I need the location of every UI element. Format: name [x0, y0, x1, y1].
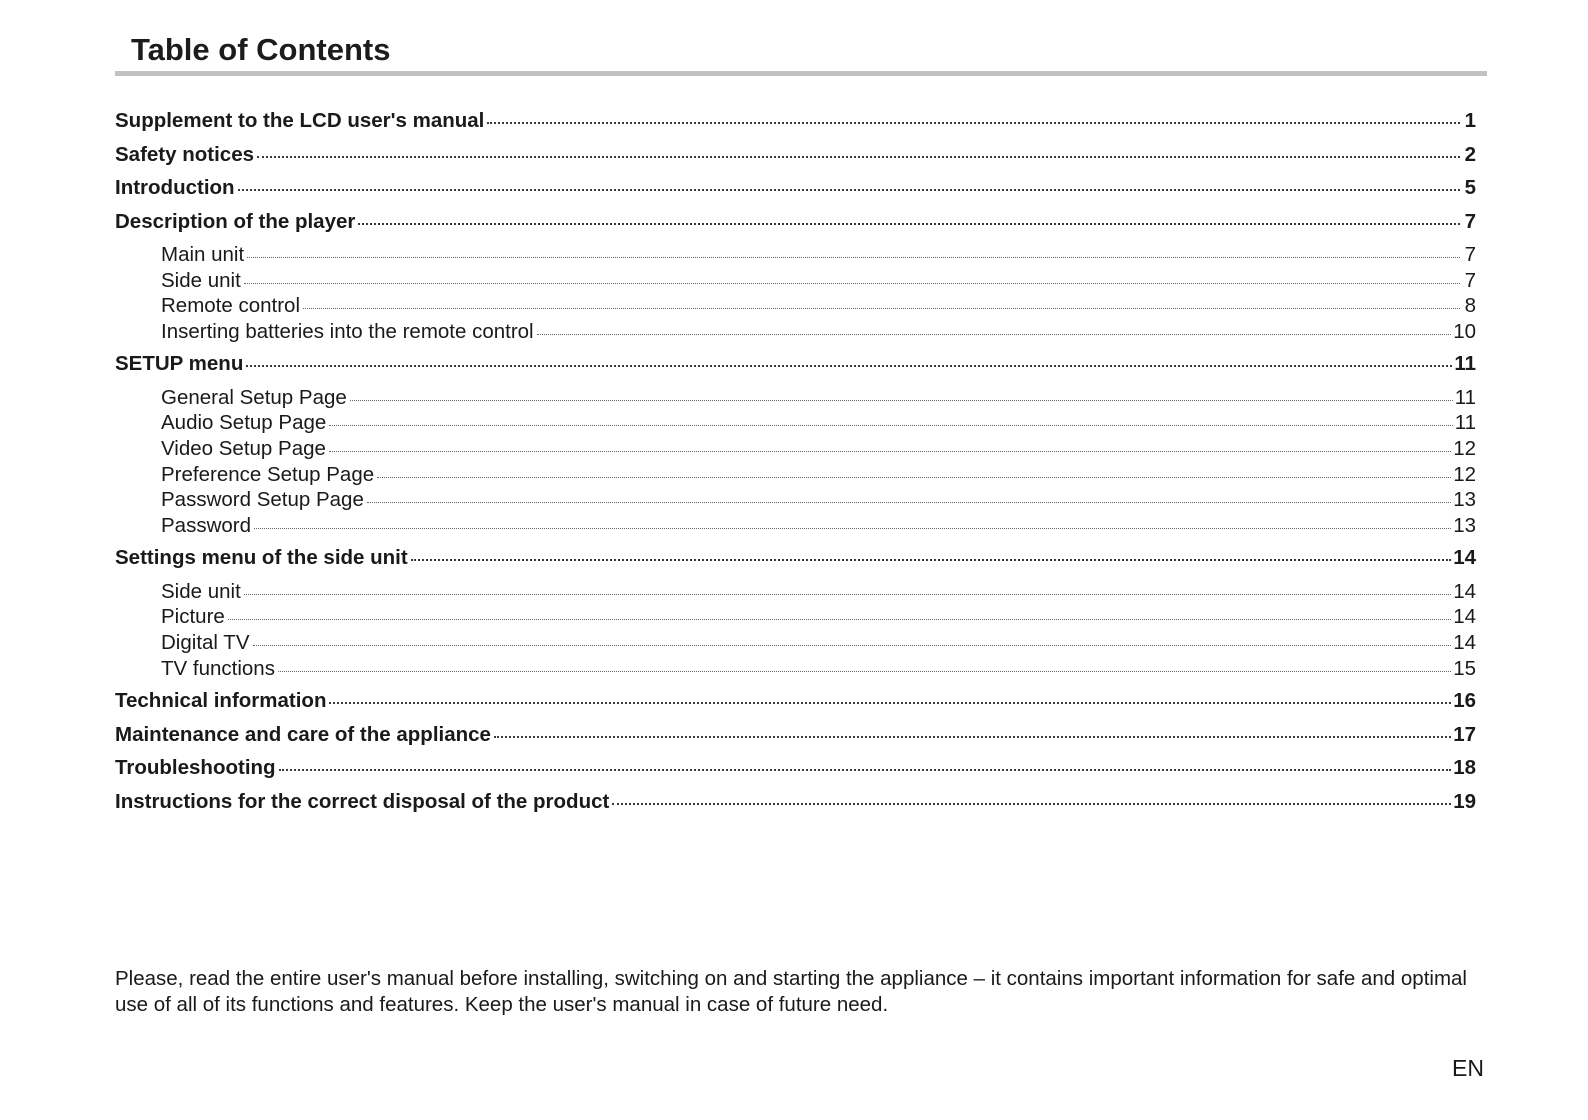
toc-entry-title: Safety notices	[115, 142, 254, 166]
toc-entry-title: Preference Setup Page	[161, 462, 375, 486]
dot-leader	[246, 364, 1452, 367]
toc-entry[interactable]	[115, 209, 1476, 243]
toc-subentry[interactable]	[115, 604, 1476, 630]
dot-leader	[279, 768, 1452, 771]
toc-entry-title: Picture	[161, 605, 225, 629]
toc-page-number: 13	[1453, 513, 1476, 537]
dot-leader	[303, 307, 1460, 309]
reading-notice: Please, read the entire user's manual before installing, switching on and starting the appliance – it contains important information for safe and optimal use of all of its functions and features. Keep the user's manual in case of future need.	[115, 967, 1467, 1016]
toc-page-number: 7	[1464, 268, 1476, 292]
dot-leader	[358, 222, 1460, 225]
toc-page-number: 16	[1453, 689, 1476, 713]
toc-subentry[interactable]	[115, 656, 1476, 689]
toc-entry-title: Description of the player	[115, 209, 356, 233]
dot-leader	[411, 558, 1451, 561]
dot-leader	[228, 618, 1451, 620]
toc-subentry[interactable]	[115, 319, 1476, 352]
toc-entry[interactable]	[115, 722, 1476, 756]
language-marker: EN	[1452, 1055, 1484, 1081]
toc-entry-title: Maintenance and care of the appliance	[115, 722, 491, 746]
toc-page-number: 7	[1464, 243, 1476, 266]
toc-entry-title: Instructions for the correct disposal of the product	[115, 789, 610, 813]
toc-subentry[interactable]	[115, 410, 1476, 436]
toc-page-number: 11	[1454, 352, 1476, 376]
toc-entry[interactable]	[115, 351, 1476, 385]
dot-leader	[329, 701, 1451, 704]
dot-leader	[329, 424, 1452, 426]
dot-leader	[537, 333, 1452, 335]
dot-leader	[350, 399, 1453, 401]
toc-page-number: 1	[1464, 109, 1476, 132]
dot-leader	[612, 802, 1451, 805]
toc-entry[interactable]	[115, 175, 1476, 209]
toc-entry[interactable]	[115, 789, 1476, 823]
toc-entry-title: Settings menu of the side unit	[115, 546, 408, 570]
toc-page-number: 14	[1453, 630, 1476, 654]
toc-entry-title: SETUP menu	[115, 352, 244, 376]
toc-subentry[interactable]	[115, 487, 1476, 513]
toc-page-number: 5	[1464, 176, 1476, 199]
toc-entry[interactable]	[115, 545, 1476, 579]
toc-page-number: 14	[1453, 605, 1476, 629]
toc-subentry[interactable]	[115, 268, 1476, 294]
toc-subentry[interactable]	[115, 293, 1476, 319]
toc-entry-title: Remote control	[161, 294, 301, 318]
dot-leader	[278, 670, 1451, 672]
toc-page-number: 8	[1464, 294, 1476, 318]
toc-page-number: 12	[1453, 436, 1476, 460]
toc-subentry[interactable]	[115, 436, 1476, 462]
toc-entry-title: TV functions	[161, 656, 275, 680]
dot-leader	[494, 735, 1451, 738]
dot-leader	[329, 450, 1451, 452]
toc-page-number: 17	[1453, 722, 1476, 746]
toc-entry-title: Troubleshooting	[115, 756, 276, 780]
dot-leader	[244, 593, 1451, 595]
dot-leader	[377, 476, 1451, 478]
dot-leader	[257, 155, 1460, 158]
dot-leader	[487, 121, 1460, 124]
toc-entry-title: Inserting batteries into the remote control	[161, 319, 534, 343]
toc-page-number: 2	[1464, 142, 1476, 166]
toc-entry-title: Side unit	[161, 579, 241, 603]
toc-subentry[interactable]	[115, 630, 1476, 656]
toc-entry-title: Side unit	[161, 268, 241, 292]
toc-entry[interactable]	[115, 108, 1476, 142]
toc-entry-title: Video Setup Page	[161, 436, 326, 460]
toc-subentry[interactable]	[115, 579, 1476, 605]
page-title: Table of Contents	[131, 32, 391, 67]
toc-entry-title: Introduction	[115, 176, 235, 199]
toc-entry-title: Audio Setup Page	[161, 411, 327, 435]
toc-subentry[interactable]	[115, 513, 1476, 546]
toc-page-number: 14	[1453, 579, 1476, 603]
dot-leader	[244, 282, 1460, 284]
toc-subentry[interactable]	[115, 385, 1476, 411]
toc-page-number: 19	[1453, 789, 1476, 813]
toc-page-number: 11	[1454, 385, 1476, 409]
toc-entry-title: Password	[161, 513, 252, 537]
dot-leader	[238, 188, 1460, 191]
toc-page-number: 10	[1453, 319, 1476, 343]
toc-page-number: 15	[1453, 656, 1476, 680]
dot-leader	[247, 256, 1460, 258]
toc-entry-title: Supplement to the LCD user's manual	[115, 109, 485, 132]
toc-entry-title: General Setup Page	[161, 385, 347, 409]
toc-entry-title: Technical information	[115, 689, 327, 713]
toc-page-number: 12	[1453, 462, 1476, 486]
toc-entry[interactable]	[115, 142, 1476, 176]
toc-page-number: 14	[1453, 546, 1476, 570]
toc-entry[interactable]	[115, 688, 1476, 722]
dot-leader	[254, 527, 1451, 529]
title-divider	[115, 71, 1487, 76]
toc-page-number: 7	[1464, 209, 1476, 233]
toc-page-number: 18	[1453, 756, 1476, 780]
table-of-contents	[115, 108, 1476, 822]
dot-leader	[367, 501, 1451, 503]
toc-entry[interactable]	[115, 755, 1476, 789]
toc-subentry[interactable]	[115, 462, 1476, 488]
toc-entry-title: Main unit	[161, 243, 245, 266]
toc-entry-title: Password Setup Page	[161, 488, 364, 512]
toc-entry-title: Digital TV	[161, 630, 250, 654]
dot-leader	[253, 644, 1452, 646]
toc-page-number: 11	[1454, 411, 1476, 435]
toc-subentry[interactable]	[115, 242, 1476, 268]
toc-page-number: 13	[1453, 488, 1476, 512]
